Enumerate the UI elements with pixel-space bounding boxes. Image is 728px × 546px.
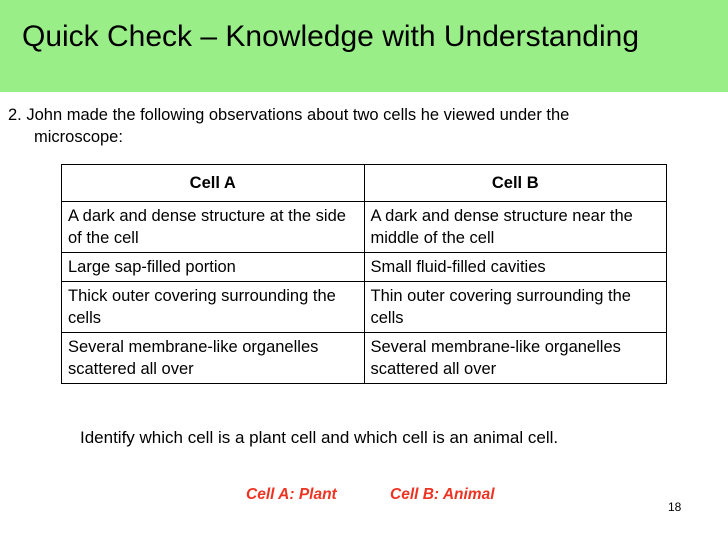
- table-cell: A dark and dense structure at the side of the cell: [62, 202, 365, 253]
- table-cell: Small fluid-filled cavities: [364, 253, 667, 282]
- header-cell-a: Cell A: [62, 165, 365, 202]
- table-cell: Thick outer covering surrounding the cells: [62, 282, 365, 333]
- header-cell-b: Cell B: [364, 165, 667, 202]
- table-row: [62, 253, 667, 282]
- table-header-row: [62, 165, 667, 202]
- table-row: [62, 333, 667, 384]
- table-cell: Large sap-filled portion: [62, 253, 365, 282]
- question-line-1: 2. John made the following observations about two cells he viewed under the: [8, 106, 570, 124]
- answer-cell-a: Cell A: Plant: [246, 486, 337, 503]
- table-row: [62, 202, 667, 253]
- table-row: [62, 282, 667, 333]
- table-cell: Several membrane-like organelles scattered all over: [364, 333, 667, 384]
- table-cell: A dark and dense structure near the middle of the cell: [364, 202, 667, 253]
- table-cell: Several membrane-like organelles scattered all over: [62, 333, 365, 384]
- instruction-text: Identify which cell is a plant cell and which cell is an animal cell.: [80, 428, 559, 447]
- answer-cell-b: Cell B: Animal: [390, 486, 495, 503]
- question-line-2: microscope:: [34, 128, 123, 146]
- slide-title: Quick Check – Knowledge with Understanding: [22, 20, 640, 53]
- observations-table: [61, 164, 667, 384]
- page-number: 18: [668, 500, 682, 514]
- table-cell: Thin outer covering surrounding the cells: [364, 282, 667, 333]
- question-text: [8, 104, 720, 148]
- title-band: [0, 0, 728, 92]
